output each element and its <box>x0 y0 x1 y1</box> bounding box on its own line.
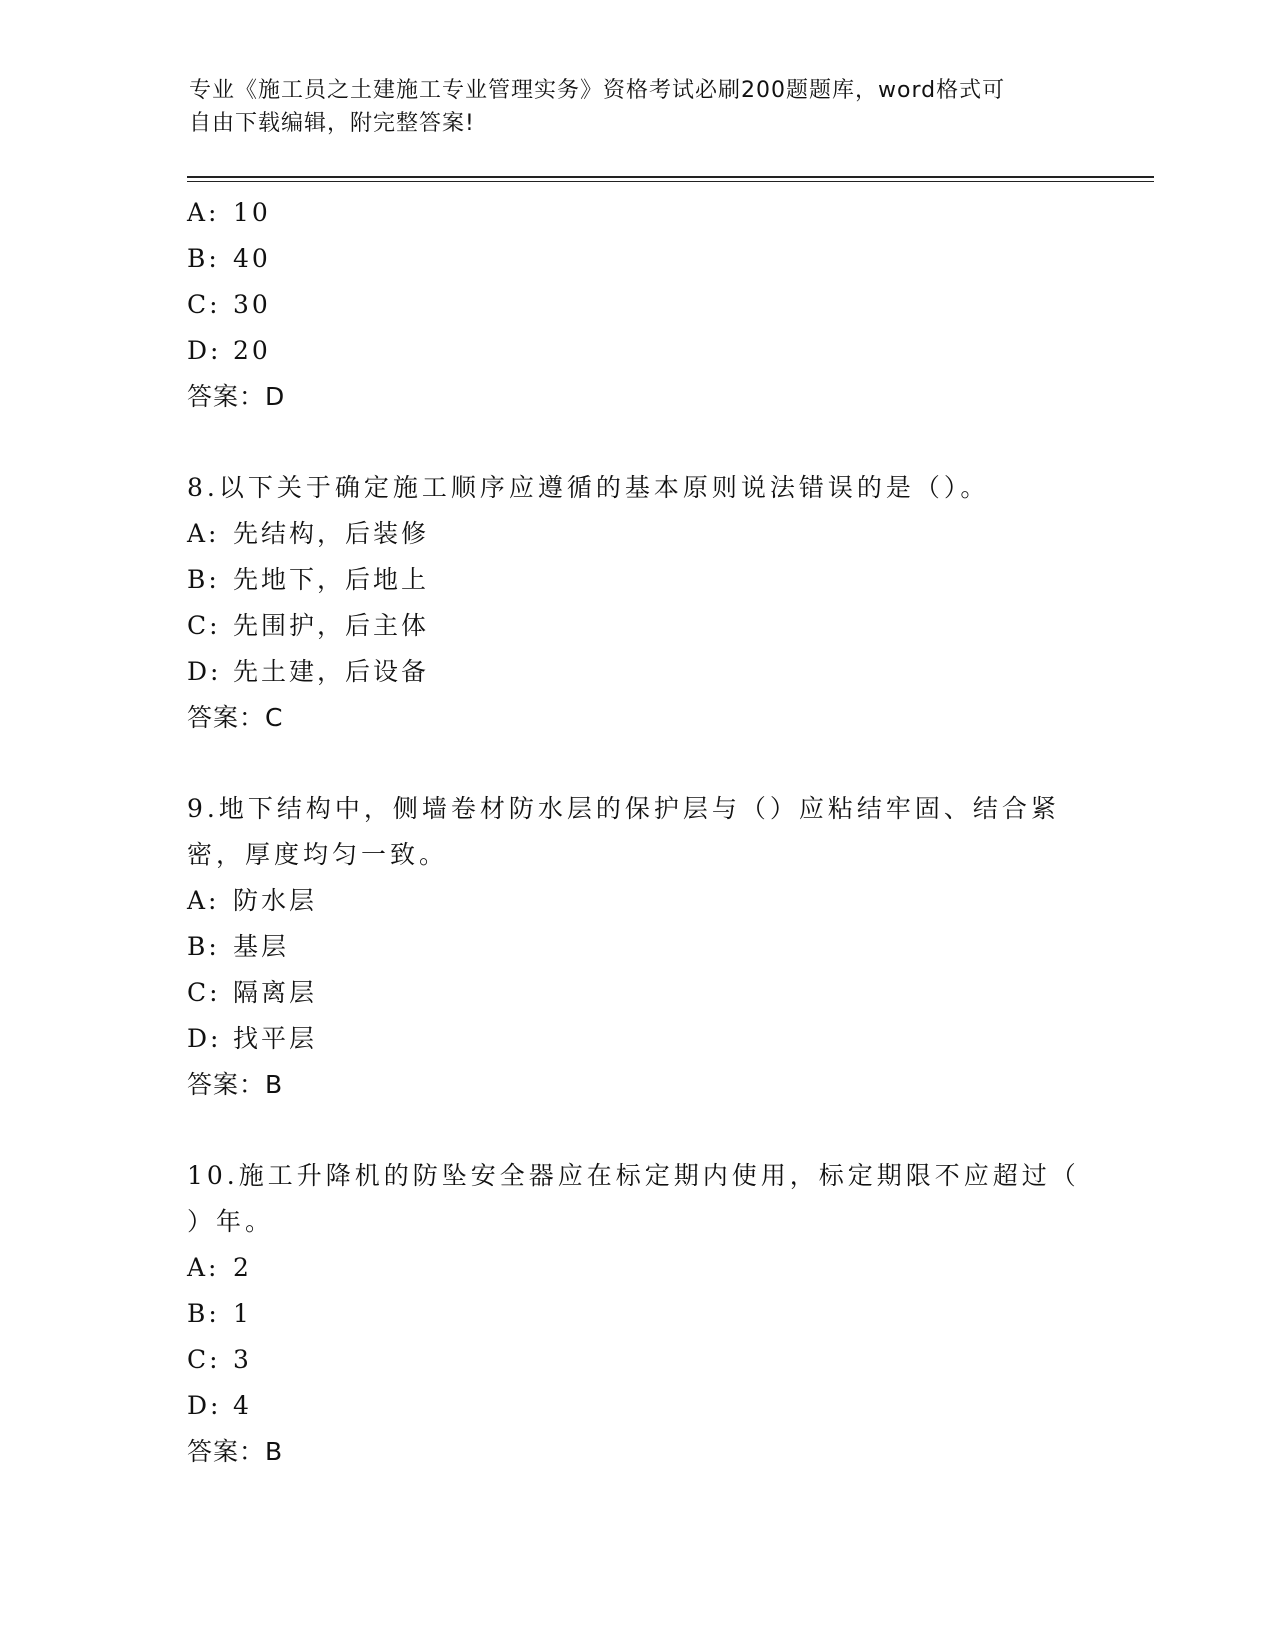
question-text-line: ）年。 <box>187 1207 275 1236</box>
option-text: 4 <box>233 1391 252 1420</box>
header-divider-thick <box>187 176 1154 178</box>
answer-line: 答案：C <box>187 703 284 732</box>
option-d: D: 4 <box>187 1391 252 1420</box>
option-text: 先地下，后地上 <box>233 565 430 594</box>
answer-line: 答案：B <box>187 1070 284 1099</box>
option-text: 30 <box>233 290 271 319</box>
header-divider-thin <box>187 181 1154 182</box>
option-text: 40 <box>233 244 271 273</box>
option-d: D: 20 <box>187 336 271 365</box>
option-c: C: 3 <box>187 1345 252 1374</box>
question-10-text <box>187 1153 1080 1245</box>
option-b: B: 基层 <box>187 932 290 961</box>
question-text-line: 10.施工升降机的防坠安全器应在标定期内使用，标定期限不应超过（ <box>187 1161 1080 1190</box>
question-list <box>187 190 1080 1475</box>
option-text: 3 <box>233 1345 252 1374</box>
option-text: 基层 <box>233 932 290 961</box>
option-d: D: 先土建，后设备 <box>187 657 430 686</box>
option-d: D: 找平层 <box>187 1024 318 1053</box>
question-text-line: 8.以下关于确定施工顺序应遵循的基本原则说法错误的是（）。 <box>187 473 990 502</box>
option-a: A: 10 <box>187 198 271 227</box>
header-line-2: 自由下载编辑，附完整答案! <box>189 111 475 136</box>
option-text: 先土建，后设备 <box>233 657 430 686</box>
question-text-line: 9.地下结构中，侧墙卷材防水层的保护层与（）应粘结牢固、结合紧 <box>187 794 1060 823</box>
question-text-line: 密，厚度均匀一致。 <box>187 840 449 869</box>
option-b: B: 先地下，后地上 <box>187 565 430 594</box>
option-text: 先围护，后主体 <box>233 611 430 640</box>
question-9-text <box>187 786 1067 878</box>
answer-line: 答案：B <box>187 1437 284 1466</box>
option-a: A: 先结构，后装修 <box>187 519 430 548</box>
option-text: 先结构，后装修 <box>233 519 430 548</box>
option-text: 防水层 <box>233 886 318 915</box>
question-8-block <box>187 465 1067 741</box>
option-text: 10 <box>233 198 271 227</box>
header-line-1: 专业《施工员之土建施工专业管理实务》资格考试必刷200题题库，word格式可 <box>189 78 1006 103</box>
option-text: 隔离层 <box>233 978 318 1007</box>
option-text: 1 <box>233 1299 252 1328</box>
option-text: 找平层 <box>233 1024 318 1053</box>
question-7-block <box>187 190 1067 420</box>
question-9-block <box>187 786 1067 1108</box>
option-text: 20 <box>233 336 271 365</box>
question-10-block <box>187 1153 1080 1475</box>
option-c: C: 隔离层 <box>187 978 318 1007</box>
option-c: C: 30 <box>187 290 271 319</box>
answer-line: 答案：D <box>187 382 286 411</box>
option-a: A: 防水层 <box>187 886 318 915</box>
question-8-text <box>187 465 1067 511</box>
option-c: C: 先围护，后主体 <box>187 611 430 640</box>
option-text: 2 <box>233 1253 252 1282</box>
document-header <box>189 74 1069 140</box>
option-b: B: 40 <box>187 244 271 273</box>
option-a: A: 2 <box>187 1253 252 1282</box>
option-b: B: 1 <box>187 1299 252 1328</box>
